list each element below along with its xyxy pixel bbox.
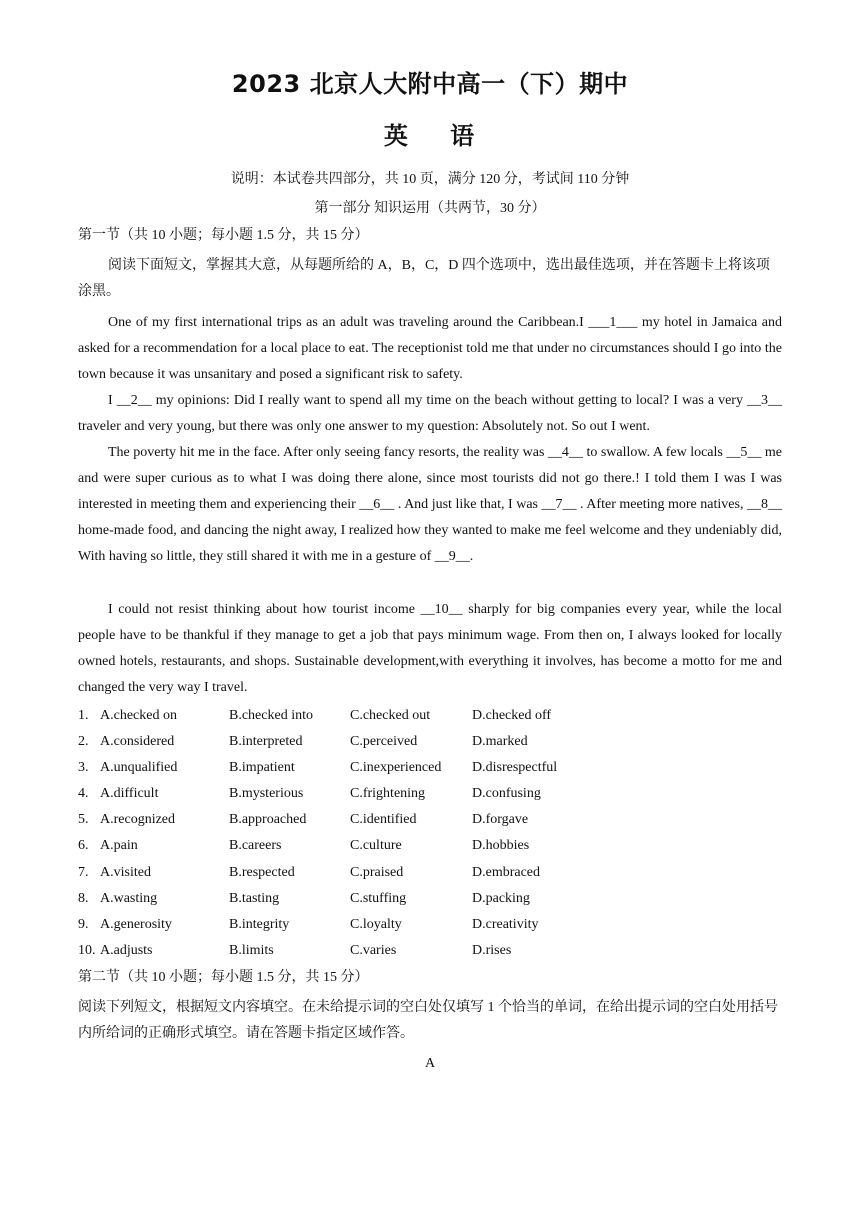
question-number: 8. [78,890,89,906]
question-row [78,860,678,886]
option-d: D.hobbies [472,838,530,854]
option-c: C.checked out [350,708,431,723]
option-c: C.loyalty [350,916,402,932]
option-a: A.pain [100,838,138,854]
exam-instructions: 说明：本试卷共四部分，共 10 页，满分 120 分，考试间 110 分钟 [230,172,630,187]
question-row [78,938,678,964]
passage-paragraph-1: One of my first international trips as an adult was traveling around the Caribbean.I ___1___ my hotel in Jamaica and asked for a recommendation for a local place to eat. The receptionist told me that under no circumstances should I go into the town because it was unsanitary and posed a significant risk to safety. [78,315,782,383]
option-a: A.visited [100,864,151,880]
question-row [78,912,678,938]
option-b: B.mysterious [229,786,304,802]
option-b: B.impatient [229,760,295,776]
option-d: D.confusing [472,786,541,802]
option-a: A.considered [100,734,175,750]
option-b: B.integrity [229,916,290,932]
option-b: B.interpreted [229,734,303,750]
question-number: 1. [78,708,89,723]
passage-paragraph-4: I could not resist thinking about how tourist income __10__ sharply for big companies every year, while the local people have to be thankful if they manage to get a job that pays minimum wage. From then on, I always looked for locally owned hotels, restaurants, and shops. Sustainable development,with everything it involves, has become a motto for me and changed the very way I travel. [78,602,782,696]
question-number: 5. [78,812,89,828]
option-c: C.praised [350,864,404,880]
option-c: C.inexperienced [350,760,442,776]
option-a: A.checked on [100,708,177,723]
option-b: B.tasting [229,890,280,906]
option-c: C.perceived [350,734,418,750]
option-a: A.wasting [100,890,158,906]
option-b: B.approached [229,812,307,828]
passage-paragraph-2: I __2__ my opinions: Did I really want to spend all my time on the beach without getting to local? I was a very __3__ traveler and very young, but there was only one answer to my question: Absolutely not. So out I went. [78,393,782,435]
section-two-heading: 第二节（共 10 小题；每小题 1.5 分，共 15 分） [78,970,369,985]
option-b: B.limits [229,942,274,958]
question-row [78,781,678,807]
question-row [78,886,678,912]
question-number: 9. [78,916,89,932]
option-a: A.difficult [100,786,159,802]
subject-title: 英 语 [383,122,477,150]
question-row [78,703,678,729]
option-c: C.culture [350,838,402,854]
option-d: D.rises [472,942,512,958]
option-c: C.identified [350,812,417,828]
option-c: C.frightening [350,786,426,802]
option-b: B.respected [229,864,295,880]
question-row [78,755,678,781]
option-d: D.checked off [472,708,552,723]
option-a: A.recognized [100,812,176,828]
question-row [78,729,678,755]
option-d: D.marked [472,734,528,750]
option-c: C.varies [350,942,397,958]
section-one-heading: 第一节（共 10 小题；每小题 1.5 分，共 15 分） [78,228,369,243]
option-a: A.adjusts [100,942,153,958]
option-d: D.embraced [472,864,541,880]
question-number: 4. [78,786,89,802]
exam-title: 2023 北京人大附中高一（下）期中 [231,70,629,98]
option-c: C.stuffing [350,890,407,906]
section-one-directions: 阅读下面短文，掌握其大意，从每题所给的 A，B，C，D 四个选项中，选出最佳选项，并在答题卡上将该项涂黑。 [78,258,770,299]
question-row [78,807,678,833]
option-b: B.checked into [229,708,313,723]
option-d: D.packing [472,890,530,906]
question-options [78,703,678,964]
question-row [78,833,678,859]
passage-paragraph-3: The poverty hit me in the face. After only seeing fancy resorts, the reality was __4__ to swallow. A few locals __5__ me and were super curious as to what I was doing there alone, since most tourists did not go there.! I told them I was I was interested in meeting them and experiencing their __6__ . And just like that, I was __7__ . After meeting more natives, __8__ home-made food, and dancing the night away, I realized how they wanted to make me feel welcome and they undeniably did, With having so little, they still shared it with me in a gesture of __9__. [78,445,782,565]
question-number: 3. [78,760,89,776]
question-number: 6. [78,838,89,854]
question-number: 10. [78,942,96,958]
option-a: A.generosity [100,916,172,932]
passage-label: A [424,1056,436,1071]
question-number: 7. [78,864,89,880]
option-a: A.unqualified [100,760,178,776]
option-d: D.disrespectful [472,760,558,776]
section-two-directions: 阅读下列短文，根据短文内容填空。在未给提示词的空白处仅填写 1 个恰当的单词，在给出提示词的空白处用括号内所给词的正确形式填空。请在答题卡指定区域作答。 [78,1000,778,1041]
question-number: 2. [78,734,89,750]
part-one-heading: 第一部分 知识运用（共两节，30 分） [314,201,546,216]
option-b: B.careers [229,838,282,854]
option-d: D.forgave [472,812,529,828]
option-d: D.creativity [472,916,539,932]
